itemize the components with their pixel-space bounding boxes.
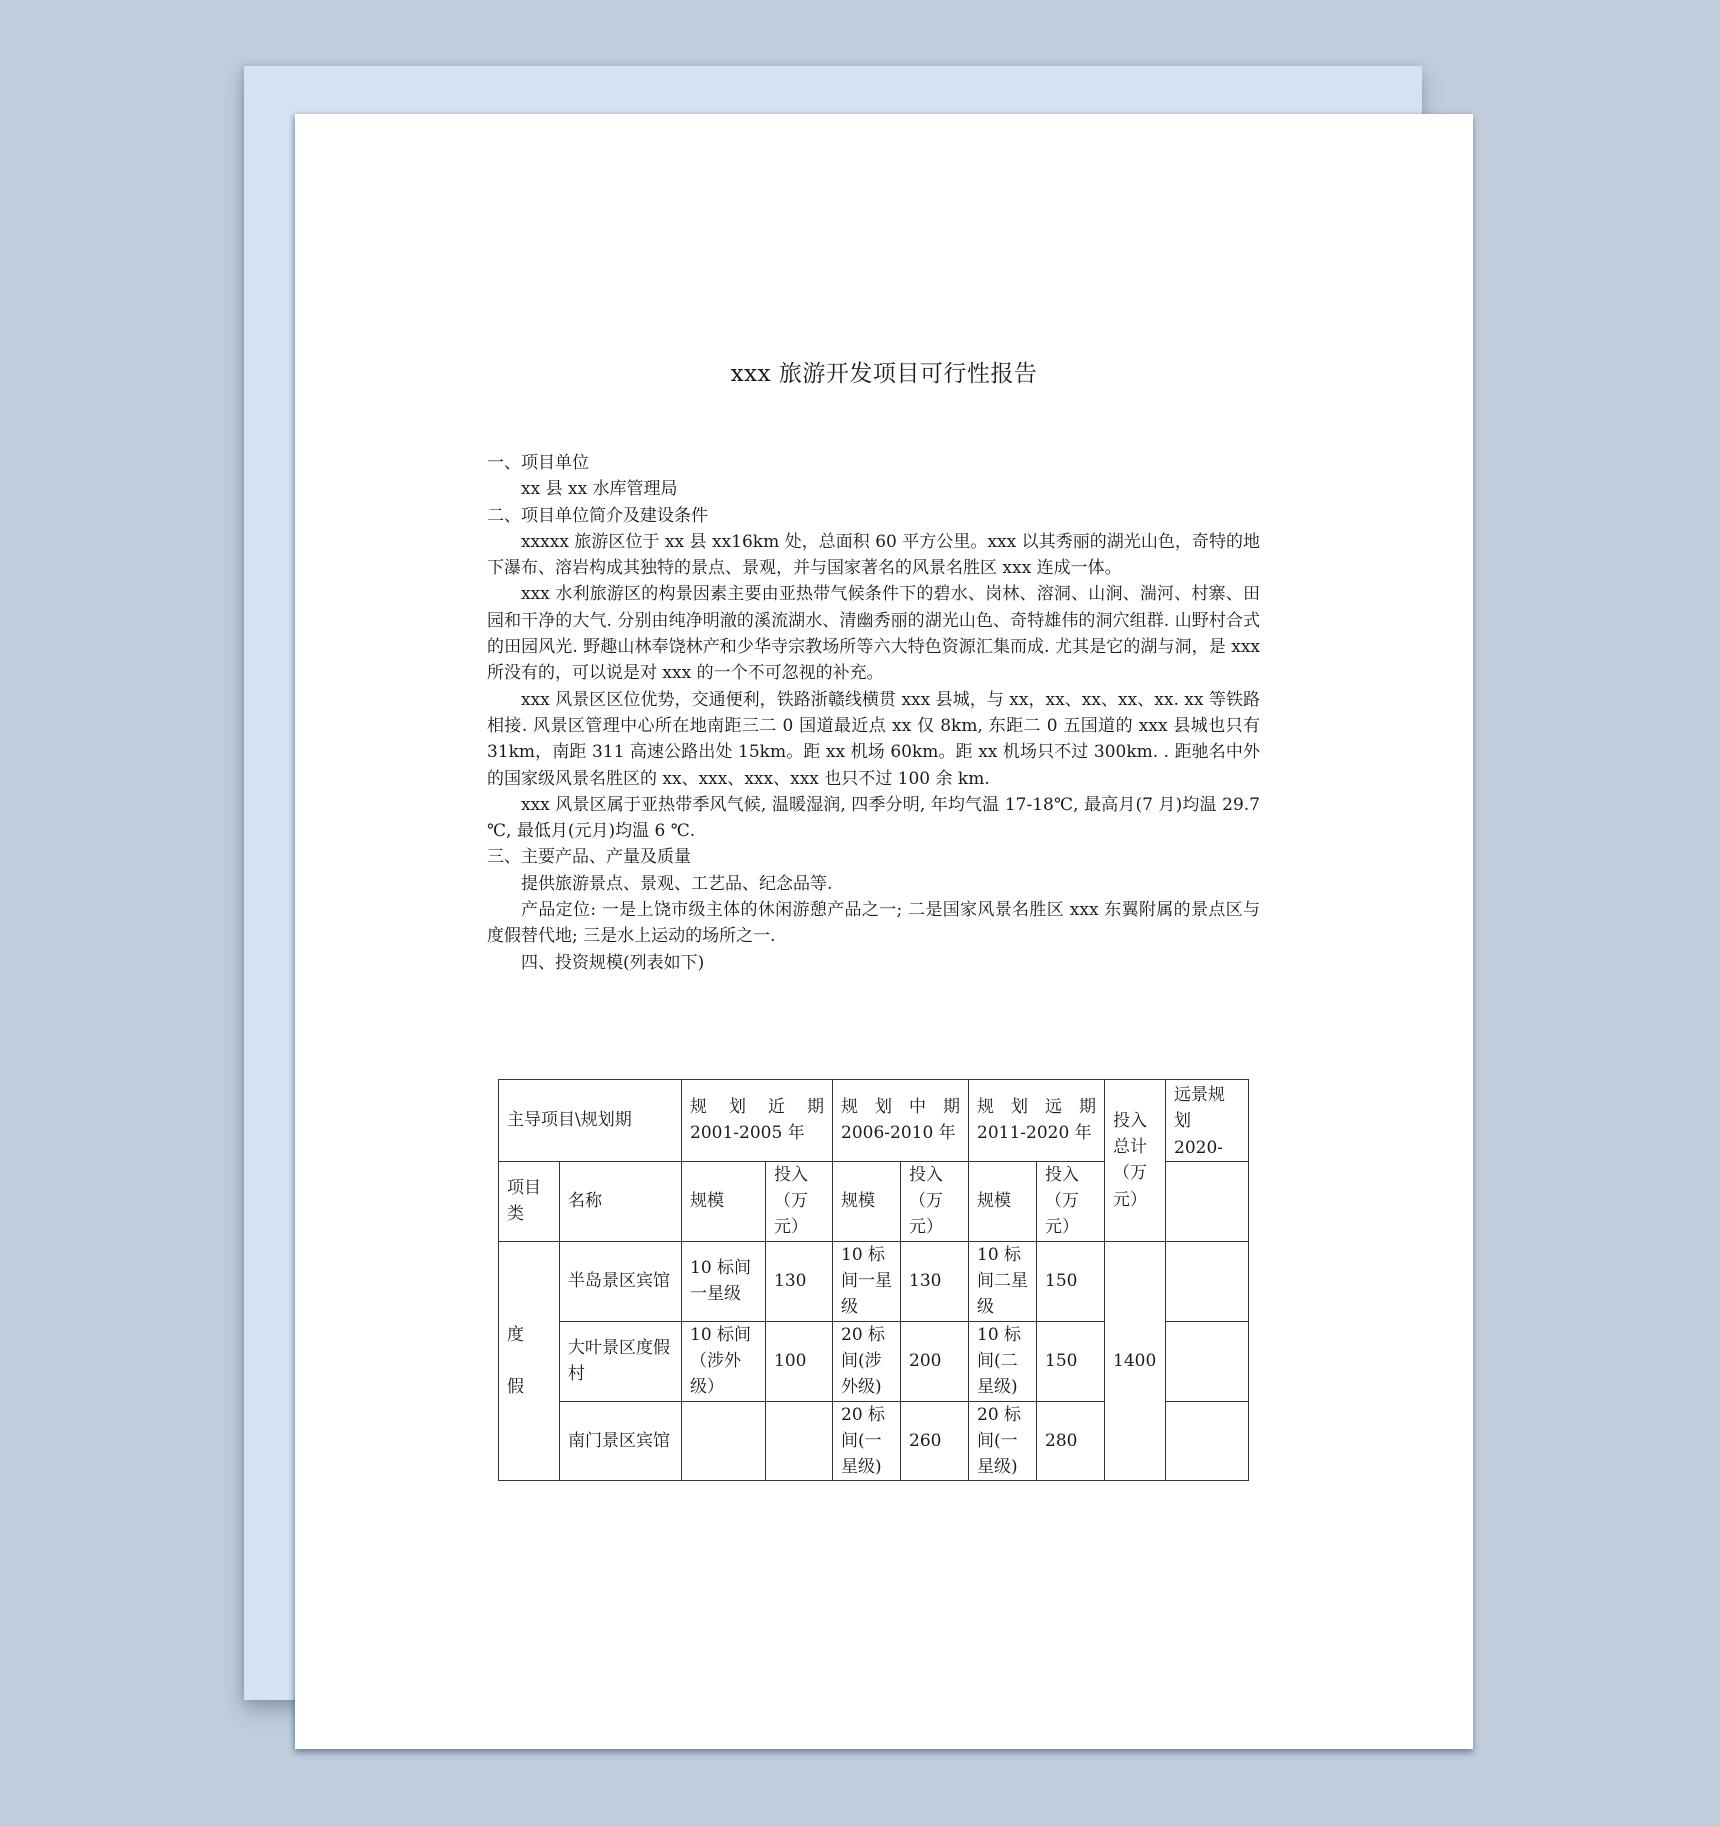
row-near-scale: 10 标间（涉外级）: [682, 1321, 766, 1401]
subheader-mid-investment: 投入（万元）: [901, 1161, 969, 1241]
row-near-scale: 10 标间一星级: [682, 1241, 766, 1321]
table-row: [499, 1241, 1249, 1321]
document-body: [487, 450, 1260, 976]
row-mid-scale: 20 标间(一星级): [833, 1401, 901, 1481]
subheader-mid-scale: 规模: [833, 1161, 901, 1241]
subheader-vision-empty: [1166, 1161, 1249, 1241]
project-unit-text: xx 县 xx 水库管理局: [521, 479, 678, 500]
header-vision: [1166, 1080, 1249, 1162]
row-near-investment: 130: [766, 1241, 833, 1321]
row-vision: [1166, 1321, 1249, 1401]
investment-table: [498, 1079, 1249, 1481]
subheader-name: 名称: [560, 1161, 682, 1241]
header-corner: 主导项目\规划期: [499, 1080, 682, 1162]
mid-term-label: 规 划 中 期: [841, 1097, 960, 1118]
row-near-investment: 100: [766, 1321, 833, 1401]
header-near-term: [682, 1080, 833, 1162]
header-total-investment: 投入总计（万元）: [1105, 1080, 1166, 1242]
row-vision: [1166, 1241, 1249, 1321]
document-title: xxx 旅游开发项目可行性报告: [730, 361, 1038, 387]
category-char-1: 度: [507, 1324, 524, 1345]
row-mid-investment: 200: [901, 1321, 969, 1401]
category-char-2: 假: [507, 1377, 524, 1398]
section-heading-3: 三、主要产品、产量及质量: [487, 847, 691, 868]
row-name: 半岛景区宾馆: [560, 1241, 682, 1321]
row-long-scale: 20 标间(一星级): [969, 1401, 1037, 1481]
table-header-row: [499, 1080, 1249, 1162]
subheader-long-investment: 投入（万元）: [1037, 1161, 1105, 1241]
row-name: 南门景区宾馆: [560, 1401, 682, 1481]
paragraph-positioning: 产品定位: 一是上饶市级主体的休闲游憩产品之一; 二是国家风景名胜区 xxx 东翼附属的景点区与度假替代地; 三是水上运动的场所之一.: [487, 900, 1260, 947]
section-heading-4: 四、投资规模(列表如下): [521, 952, 705, 973]
subheader-near-scale: 规模: [682, 1161, 766, 1241]
mid-term-years: 2006-2010 年: [841, 1123, 956, 1144]
header-mid-term: [833, 1080, 969, 1162]
paragraph-transport: xxx 风景区区位优势，交通便利，铁路浙赣线横贯 xxx 县城，与 xx，xx、xx、xx、xx. xx 等铁路相接. 风景区管理中心所在地南距三二 0 国道最近点 xx 仅 8km, 东距二 0 五国道的 xxx 县城也只有 31km，南距 311 高速公路出处 15km。距 xx 机场 60km。距 xx 机场只不过 300km. . 距驰名中外的国家级风景名胜区的 xx、xxx、xxx、xxx 也只不过 100 余 km.: [487, 689, 1260, 789]
paragraph-scenery: xxx 水利旅游区的构景因素主要由亚热带气候条件下的碧水、岗林、溶洞、山涧、湍河、村寨、田园和干净的大气. 分别由纯净明澈的溪流湖水、清幽秀丽的湖光山色、奇特雄伟的洞穴组群. 山野村合式的田园风光. 野趣山林奉饶林产和少华寺宗教场所等六大特色资源汇集而成. 尤其是它的湖与洞，是 xxx 所没有的，可以说是对 xxx 的一个不可忽视的补充。: [487, 584, 1260, 684]
row-name: 大叶景区度假村: [560, 1321, 682, 1401]
row-long-investment: 150: [1037, 1321, 1105, 1401]
row-long-scale: 10 标间(二星级): [969, 1321, 1037, 1401]
section-heading-2: 二、项目单位简介及建设条件: [487, 505, 708, 526]
row-near-scale: [682, 1401, 766, 1481]
row-long-investment: 150: [1037, 1241, 1105, 1321]
grand-total: 1400: [1105, 1241, 1166, 1481]
category-resort: [499, 1241, 560, 1481]
near-term-label: 规 划 近 期: [690, 1097, 824, 1118]
row-vision: [1166, 1401, 1249, 1481]
header-long-term: [969, 1080, 1105, 1162]
paragraph-products: 提供旅游景点、景观、工艺品、纪念品等.: [521, 873, 833, 894]
row-mid-scale: 10 标间一星级: [833, 1241, 901, 1321]
subheader-category: 项目类: [499, 1161, 560, 1241]
long-term-years: 2011-2020 年: [977, 1123, 1092, 1144]
long-term-label: 规 划 远 期: [977, 1097, 1096, 1118]
row-mid-investment: 130: [901, 1241, 969, 1321]
paragraph-climate: xxx 风景区属于亚热带季风气候, 温暖湿润, 四季分明, 年均气温 17-18℃, 最高月(7 月)均温 29.7 ℃, 最低月(元月)均温 6 ℃.: [487, 794, 1260, 842]
subheader-long-scale: 规模: [969, 1161, 1037, 1241]
section-heading-1: 一、项目单位: [487, 453, 589, 473]
subheader-near-investment: 投入（万元）: [766, 1161, 833, 1241]
row-near-investment: [766, 1401, 833, 1481]
near-term-years: 2001-2005 年: [690, 1123, 805, 1144]
row-mid-scale: 20 标间(涉外级): [833, 1321, 901, 1401]
paragraph-location: xxxxx 旅游区位于 xx 县 xx16km 处，总面积 60 平方公里。xxx 以其秀丽的湖光山色，奇特的地下瀑布、溶岩构成其独特的景点、景观，并与国家著名的风景名胜区 xxx 连成一体。: [487, 531, 1260, 579]
row-mid-investment: 260: [901, 1401, 969, 1481]
row-long-scale: 10 标间二星级: [969, 1241, 1037, 1321]
vision-years: 2020-: [1174, 1137, 1224, 1158]
vision-label: 远景规划: [1174, 1085, 1225, 1132]
row-long-investment: 280: [1037, 1401, 1105, 1481]
